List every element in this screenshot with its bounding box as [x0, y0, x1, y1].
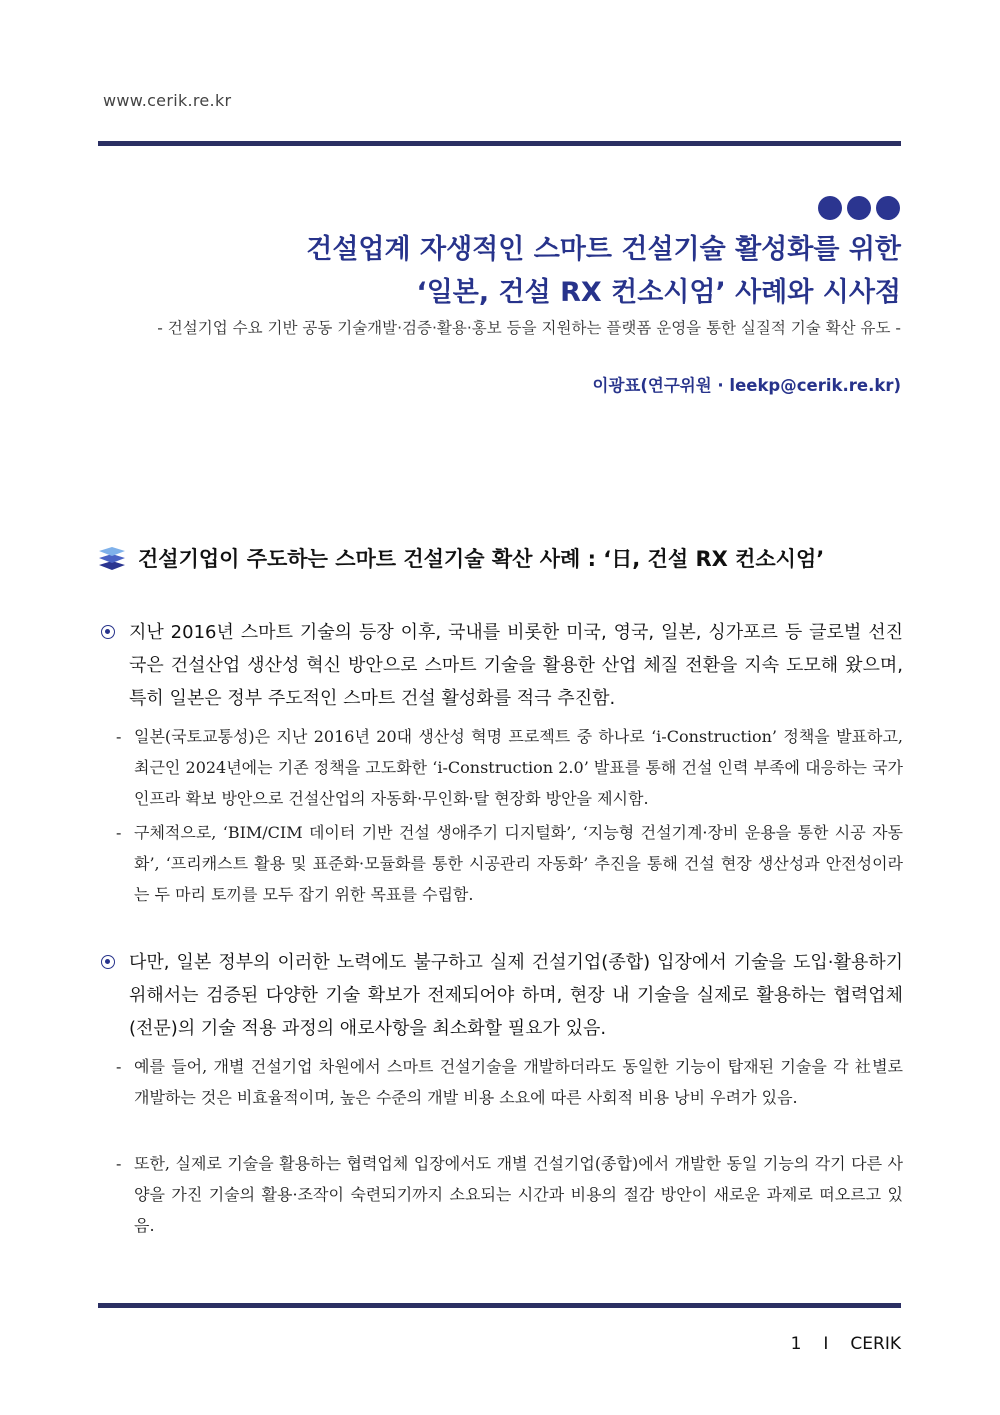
- section-heading: [98, 543, 824, 573]
- section-heading-text: 건설기업이 주도하는 스마트 건설기술 확산 사례 : ‘日, 건설 RX 컨소시엄’: [138, 547, 825, 571]
- sub-text: 일본(국토교통성)은 지난 2016년 20대 생산성 혁명 프로젝트 중 하나로 ‘i-Construction’ 정책을 발표하고, 최근인 2024년에는 기존 정책을 고도화한 ‘i-Construction 2.0’ 발표를 통해 건설 인력 부족에 대응하는 국가 인프라 확보 방안으로 건설산업의 자동화·무인화·탈 현장화 방안을 제시함.: [134, 727, 903, 808]
- dot-icon: [876, 196, 900, 220]
- sub-text: 또한, 실제로 기술을 활용하는 협력업체 입장에서도 개별 건설기업(종합)에서 개발한 동일 기능의 각기 다른 사양을 가진 기술의 활용·조작이 숙련되기까지 소요되는 시간과 비용의 절감 방안이 새로운 과제로 떠오르고 있음.: [134, 1154, 903, 1235]
- bullet-item: [101, 946, 903, 1045]
- document-title: [306, 228, 901, 314]
- footer-org: CERIK: [850, 1334, 901, 1354]
- title-line-2: ‘일본, 건설 RX 컨소시엄’ 사례와 시사점: [416, 277, 901, 308]
- document-subtitle: - 건설기업 수요 기반 공동 기술개발·검증·활용·홍보 등을 지원하는 플랫폼 운영을 통한 실질적 기술 확산 유도 -: [157, 319, 901, 337]
- dot-icon: [818, 196, 842, 220]
- bullet-circle-icon: [101, 625, 115, 639]
- bottom-rule: [98, 1303, 901, 1308]
- footer-separator: I: [823, 1334, 829, 1354]
- sub-item: [116, 721, 903, 814]
- sub-item: [116, 1051, 903, 1113]
- bullet-text: 다만, 일본 정부의 이러한 노력에도 불구하고 실제 건설기업(종합) 입장에서 기술을 도입·활용하기 위해서는 검증된 다양한 기술 확보가 전제되어야 하며, 현장 내 기술을 실제로 활용하는 협력업체(전문)의 기술 적용 과정의 애로사항을 최소화할 필요가 있음.: [129, 952, 903, 1039]
- site-url[interactable]: www.cerik.re.kr: [103, 91, 232, 110]
- layers-icon: [98, 545, 126, 571]
- decorative-dots: [818, 196, 900, 220]
- sub-text: 구체적으로, ‘BIM/CIM 데이터 기반 건설 생애주기 디지털화’, ‘지능형 건설기계·장비 운용을 통한 시공 자동화’, ‘프리캐스트 활용 및 표준화·모듈화를 통한 시공관리 자동화’ 추진을 통해 건설 현장 생산성과 안전성이라는 두 마리 토끼를 모두 잡기 위한 목표를 수립함.: [134, 823, 903, 904]
- dash-marker: -: [116, 1154, 122, 1173]
- dash-marker: -: [116, 727, 122, 746]
- dash-marker: -: [116, 1057, 122, 1076]
- sub-text: 예를 들어, 개별 건설기업 차원에서 스마트 건설기술을 개발하더라도 동일한 기능이 탑재된 기술을 각 社별로 개발하는 것은 비효율적이며, 높은 수준의 개발 비용 소요에 따른 사회적 비용 낭비 우려가 있음.: [134, 1057, 903, 1107]
- page-footer: [791, 1334, 901, 1354]
- dot-icon: [847, 196, 871, 220]
- sub-item: [116, 1148, 903, 1241]
- page-number: 1: [790, 1334, 802, 1354]
- bullet-item: [101, 616, 903, 715]
- bullet-text: 지난 2016년 스마트 기술의 등장 이후, 국내를 비롯한 미국, 영국, 일본, 싱가포르 등 글로벌 선진국은 건설산업 생산성 혁신 방안으로 스마트 기술을 활용한 산업 체질 전환을 지속 도모해 왔으며, 특히 일본은 정부 주도적인 스마트 건설 활성화를 적극 추진함.: [129, 622, 903, 709]
- top-rule: [98, 141, 901, 146]
- title-line-1: 건설업계 자생적인 스마트 건설기술 활성화를 위한: [306, 234, 901, 265]
- dash-marker: -: [116, 823, 122, 842]
- sub-item: [116, 817, 903, 910]
- bullet-circle-icon: [101, 955, 115, 969]
- author-line: 이광표(연구위원 · leekp@cerik.re.kr): [592, 376, 901, 395]
